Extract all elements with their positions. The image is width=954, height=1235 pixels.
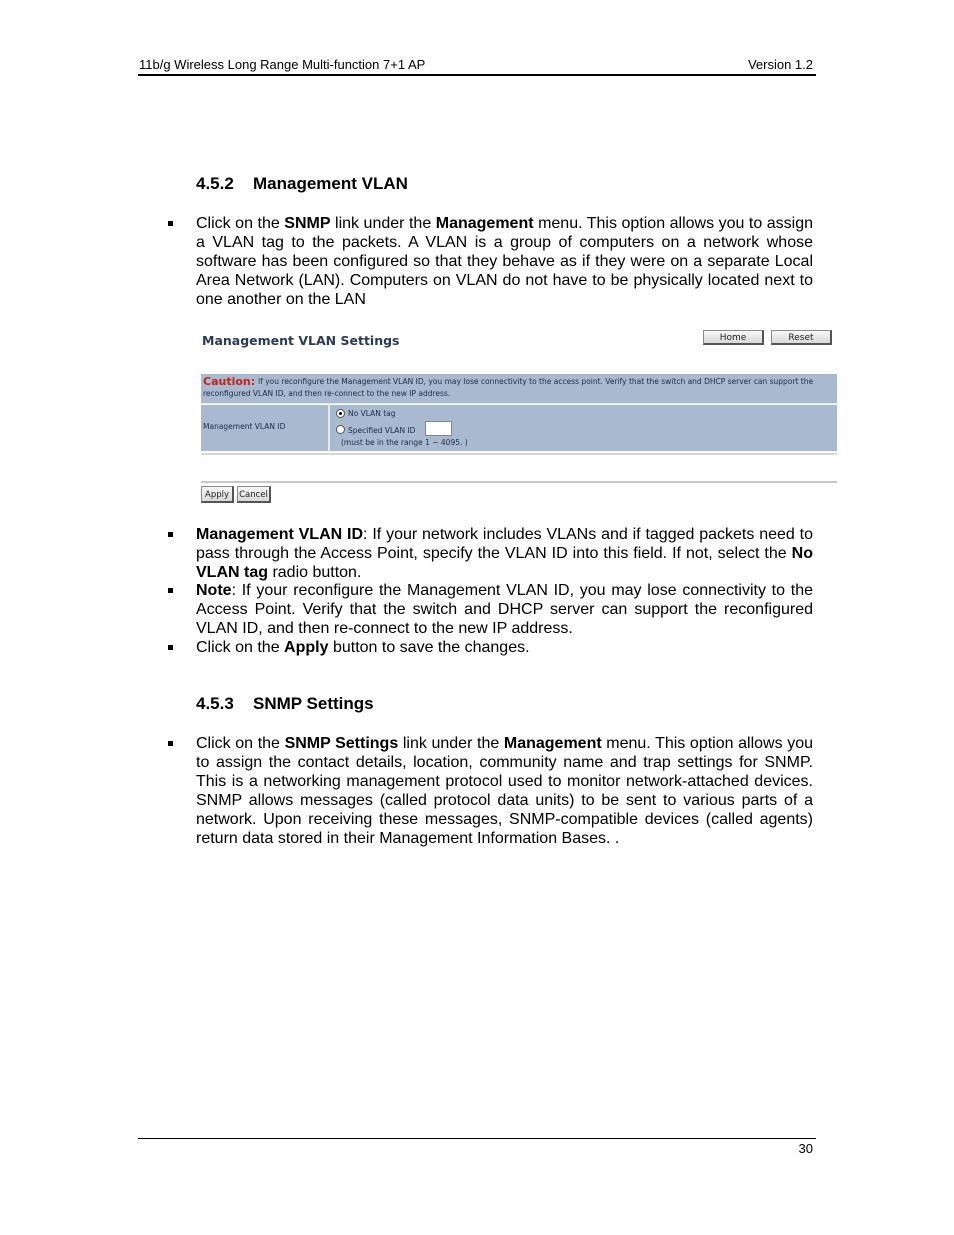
snmp-settings-bold: SNMP Settings: [284, 735, 399, 752]
bullet-marker: [168, 645, 173, 650]
cancel-button[interactable]: Cancel: [237, 486, 271, 503]
intro-text: link under the: [330, 215, 436, 232]
snmp-settings-intro-bullet: [196, 734, 813, 848]
reset-button[interactable]: Reset: [771, 330, 832, 345]
home-button[interactable]: Home: [703, 330, 764, 345]
divider: [201, 453, 837, 455]
section-heading-snmp-settings: [196, 694, 374, 714]
no-vlan-tag-radio[interactable]: [336, 409, 345, 418]
bullet-marker: [168, 741, 173, 746]
apply-bold: Apply: [284, 639, 329, 656]
note-bullet: [196, 581, 813, 638]
no-vlan-tag-label: No VLAN tag: [348, 409, 396, 418]
management-bold: Management: [435, 215, 534, 232]
divider: [201, 481, 837, 483]
intro-text: menu. This option allows you to assign the contact details, location, community name and trap settings for SNMP. This is a networking management protocol used to monitor network-attached devices. SNMP allows messages (called protocol data units) to be sent to various parts of a network. Upon receiving these messages, SNMP-compatible devices (called agents) return data stored in their Management Information Bases. .: [196, 735, 814, 847]
management-vlan-id-label: Management VLAN ID: [203, 422, 286, 431]
bullet-text: radio button.: [268, 564, 362, 581]
caution-text: If you reconfigure the Management VLAN ID, you may lose connectivity to the access point. Verify that the switch and DHCP server can support the reconfigured VLAN ID, and then re-connect to the new IP address.: [203, 377, 814, 398]
bullet-text: Click on the: [196, 639, 285, 656]
apply-button[interactable]: Apply: [201, 486, 234, 503]
apply-bullet: [196, 638, 813, 657]
specified-vlan-id-radio[interactable]: [336, 425, 345, 434]
section-number: 4.5.3: [196, 694, 234, 713]
footer-rule: [138, 1138, 816, 1139]
intro-text: Click on the: [196, 735, 285, 752]
term-bold: No VLAN tag: [196, 545, 813, 581]
field-divider: [328, 405, 330, 451]
management-bold: Management: [503, 735, 602, 752]
section-title: SNMP Settings: [253, 694, 374, 713]
bullet-text: : If your reconfigure the Management VLAN ID, you may lose connectivity to the Access Point. Verify that the switch and DHCP server can support the reconfigured VLAN ID, and then re-connect to the new IP address.: [196, 582, 813, 637]
vlan-id-input[interactable]: [425, 421, 452, 436]
bullet-text: : If your network includes VLANs and if tagged packets need to pass through the Access Point, specify the VLAN ID into this field. If not, select the: [196, 526, 814, 562]
bullet-marker: [168, 221, 173, 226]
term-bold: Management VLAN ID: [196, 526, 364, 543]
snmp-bold: SNMP: [284, 215, 331, 232]
document-version: Version 1.2: [747, 57, 813, 72]
note-bold: Note: [196, 582, 232, 599]
bullet-text: button to save the changes.: [328, 639, 530, 656]
management-vlan-id-row: [201, 405, 837, 451]
management-vlan-settings-screenshot: [200, 326, 837, 506]
management-vlan-intro-bullet: [196, 214, 813, 309]
bullet-marker: [168, 532, 173, 537]
specified-vlan-id-label: Specified VLAN ID: [348, 426, 416, 435]
intro-text: Click on the: [196, 215, 285, 232]
section-heading-management-vlan: [196, 174, 408, 194]
document-title: 11b/g Wireless Long Range Multi-function 7+1 AP: [139, 57, 426, 72]
section-title: Management VLAN: [253, 174, 408, 193]
management-vlan-id-bullet: [196, 525, 813, 582]
caution-row: [201, 374, 837, 404]
header-rule: [138, 74, 816, 76]
caution-label: Caution:: [203, 375, 256, 388]
page-number: 30: [798, 1141, 813, 1156]
section-number: 4.5.2: [196, 174, 234, 193]
vlan-range-hint: (must be in the range 1 ~ 4095. ): [341, 438, 468, 447]
intro-text: menu. This option allows you to assign a VLAN tag to the packets. A VLAN is a group of computers on a network whose software has been configured so that they behave as if they were on a separate Local Area Network (LAN). Computers on VLAN do not have to be physically located next to one another on the LAN: [196, 215, 814, 308]
bullet-marker: [168, 588, 173, 593]
intro-text: link under the: [398, 735, 504, 752]
settings-panel-title: Management VLAN Settings: [202, 333, 400, 348]
